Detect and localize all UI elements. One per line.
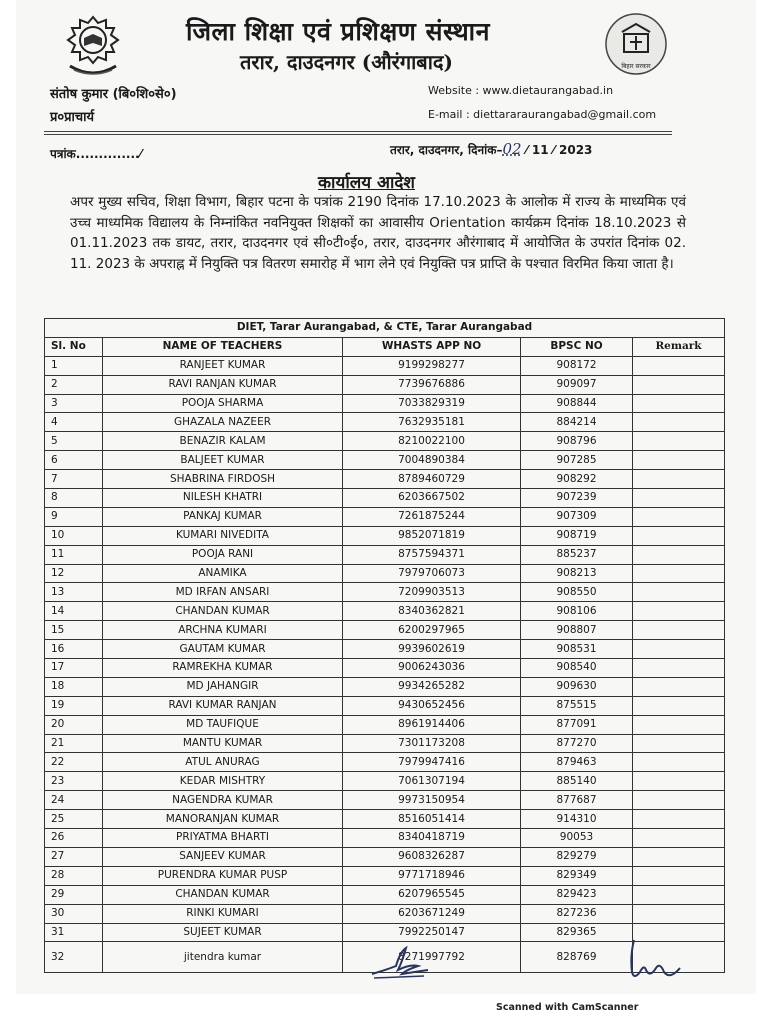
row-bpsc-no: 908844: [521, 394, 633, 413]
row-remark: [633, 375, 725, 394]
row-bpsc-no: 908292: [521, 470, 633, 489]
row-teacher-name: GHAZALA NAZEER: [103, 413, 343, 432]
row-sl-no: 25: [45, 810, 103, 829]
institute-logo-icon: [62, 14, 124, 82]
row-sl-no: 28: [45, 866, 103, 885]
row-teacher-name: CHANDAN KUMAR: [103, 602, 343, 621]
row-bpsc-no: 884214: [521, 413, 633, 432]
row-whatsapp-no: 7632935181: [343, 413, 521, 432]
row-whatsapp-no: 9934265282: [343, 677, 521, 696]
row-teacher-name: SHABRINA FIRDOSH: [103, 470, 343, 489]
row-teacher-name: POOJA RANI: [103, 545, 343, 564]
row-teacher-name: RAVI KUMAR RANJAN: [103, 696, 343, 715]
table-row: [45, 772, 725, 791]
row-whatsapp-no: 7739676886: [343, 375, 521, 394]
row-remark: [633, 677, 725, 696]
row-whatsapp-no: 7979947416: [343, 753, 521, 772]
row-bpsc-no: 879463: [521, 753, 633, 772]
row-sl-no: 1: [45, 356, 103, 375]
institute-name: जिला शिक्षा एवं प्रशिक्षण संस्थान: [186, 17, 491, 46]
table-row: [45, 734, 725, 753]
row-whatsapp-no: 8210022100: [343, 432, 521, 451]
row-whatsapp-no: 9430652456: [343, 696, 521, 715]
row-whatsapp-no: 7209903513: [343, 583, 521, 602]
row-remark: [633, 356, 725, 375]
table-row: [45, 526, 725, 545]
row-bpsc-no: 907239: [521, 489, 633, 508]
table-row: [45, 413, 725, 432]
row-remark: [633, 583, 725, 602]
row-whatsapp-no: 6203671249: [343, 904, 521, 923]
row-teacher-name: jitendra kumar: [103, 942, 343, 973]
row-bpsc-no: 885237: [521, 545, 633, 564]
row-bpsc-no: 829279: [521, 847, 633, 866]
row-remark: [633, 545, 725, 564]
row-whatsapp-no: 7301173208: [343, 734, 521, 753]
table-row: [45, 829, 725, 848]
table-row: [45, 451, 725, 470]
row-teacher-name: MANORANJAN KUMAR: [103, 810, 343, 829]
table-row: [45, 659, 725, 678]
signature-mark: [366, 940, 436, 984]
table-row: [45, 810, 725, 829]
row-teacher-name: PANKAJ KUMAR: [103, 507, 343, 526]
row-remark: [633, 621, 725, 640]
row-whatsapp-no: 8789460729: [343, 470, 521, 489]
row-teacher-name: GAUTAM KUMAR: [103, 640, 343, 659]
row-sl-no: 30: [45, 904, 103, 923]
row-remark: [633, 791, 725, 810]
row-whatsapp-no: 6207965545: [343, 885, 521, 904]
row-bpsc-no: 877270: [521, 734, 633, 753]
row-whatsapp-no: 8340418719: [343, 829, 521, 848]
row-bpsc-no: 829349: [521, 866, 633, 885]
table-row: [45, 866, 725, 885]
row-whatsapp-no: 7261875244: [343, 507, 521, 526]
row-whatsapp-no: 8961914406: [343, 715, 521, 734]
row-remark: [633, 640, 725, 659]
table-row: [45, 394, 725, 413]
row-teacher-name: RAMREKHA KUMAR: [103, 659, 343, 678]
institute-location: तरार, दाउदनगर (औरंगाबाद): [240, 50, 453, 74]
row-bpsc-no: 908796: [521, 432, 633, 451]
row-whatsapp-no: 6203667502: [343, 489, 521, 508]
row-whatsapp-no: 9608326287: [343, 847, 521, 866]
row-bpsc-no: 877687: [521, 791, 633, 810]
row-teacher-name: POOJA SHARMA: [103, 394, 343, 413]
row-sl-no: 9: [45, 507, 103, 526]
row-bpsc-no: 829423: [521, 885, 633, 904]
row-bpsc-no: 90053: [521, 829, 633, 848]
row-bpsc-no: 908213: [521, 564, 633, 583]
row-teacher-name: KEDAR MISHTRY: [103, 772, 343, 791]
row-remark: [633, 772, 725, 791]
row-bpsc-no: 829365: [521, 923, 633, 942]
emblem-caption: बिहार सरकार: [621, 63, 651, 70]
table-body: [45, 356, 725, 973]
principal-signature: [620, 936, 690, 986]
letter-number: पत्रांक..............⁄: [50, 147, 142, 161]
website-text: Website : www.dietaurangabad.in: [428, 84, 614, 97]
row-bpsc-no: 875515: [521, 696, 633, 715]
row-remark: [633, 564, 725, 583]
row-bpsc-no: 907309: [521, 507, 633, 526]
row-bpsc-no: 908106: [521, 602, 633, 621]
date-day: 02: [502, 140, 522, 158]
row-bpsc-no: 908807: [521, 621, 633, 640]
row-sl-no: 7: [45, 470, 103, 489]
table-row: [45, 696, 725, 715]
table-header-row: [45, 337, 725, 356]
row-sl-no: 5: [45, 432, 103, 451]
row-teacher-name: MANTU KUMAR: [103, 734, 343, 753]
table-row: [45, 375, 725, 394]
table-row: [45, 640, 725, 659]
row-teacher-name: SUJEET KUMAR: [103, 923, 343, 942]
row-whatsapp-no: 7061307194: [343, 772, 521, 791]
row-bpsc-no: 828769: [521, 942, 633, 973]
row-remark: [633, 659, 725, 678]
table-row: [45, 885, 725, 904]
scanner-watermark: Scanned with CamScanner: [496, 1002, 639, 1013]
row-teacher-name: MD TAUFIQUE: [103, 715, 343, 734]
row-remark: [633, 602, 725, 621]
order-body: अपर मुख्य सचिव, शिक्षा विभाग, बिहार पटना के पत्रांक 2190 दिनांक 17.10.2023 के आलोक में राज्य के माध्यमिक एवं उच्च माध्यमिक विद्यालय के निम्नांकित नवनियुक्त शिक्षकों का आवासीय Orientation कार्यक्रम दिनांक 18.10.2023 से 01.11.2023 तक डायट, तरार, दाउदनगर एवं सी०टी०ई०, तरार, दाउदनगर औरंगाबाद में आयोजित के उपरांत दिनांक 02. 11. 2023 के अपराह्न में नियुक्ति पत्र वितरण समारोह में भाग लेने एवं नियुक्ति पत्र प्राप्ति के पश्चात विरमित किया जाता है।: [70, 194, 686, 272]
order-title: कार्यालय आदेश: [318, 173, 415, 193]
row-sl-no: 13: [45, 583, 103, 602]
row-bpsc-no: 885140: [521, 772, 633, 791]
row-remark: [633, 866, 725, 885]
table-row: [45, 753, 725, 772]
row-teacher-name: MD IRFAN ANSARI: [103, 583, 343, 602]
row-bpsc-no: 907285: [521, 451, 633, 470]
row-bpsc-no: 914310: [521, 810, 633, 829]
header-sl-no: Sl. No: [45, 337, 103, 356]
row-whatsapp-no: 7979706073: [343, 564, 521, 583]
email-text: E-mail : diettararaurangabad@gmail.com: [428, 108, 657, 121]
row-sl-no: 15: [45, 621, 103, 640]
row-whatsapp-no: 7992250147: [343, 923, 521, 942]
row-teacher-name: BALJEET KUMAR: [103, 451, 343, 470]
row-sl-no: 29: [45, 885, 103, 904]
row-sl-no: 2: [45, 375, 103, 394]
row-sl-no: 24: [45, 791, 103, 810]
row-sl-no: 10: [45, 526, 103, 545]
row-bpsc-no: 827236: [521, 904, 633, 923]
row-remark: [633, 470, 725, 489]
row-bpsc-no: 908550: [521, 583, 633, 602]
row-sl-no: 22: [45, 753, 103, 772]
row-remark: [633, 432, 725, 451]
row-remark: [633, 489, 725, 508]
row-sl-no: 27: [45, 847, 103, 866]
header-divider: [44, 131, 672, 132]
row-teacher-name: BENAZIR KALAM: [103, 432, 343, 451]
row-bpsc-no: 877091: [521, 715, 633, 734]
table-row: [45, 583, 725, 602]
place-date-prefix: तरार, दाउदनगर, दिनांक–: [390, 143, 503, 157]
row-whatsapp-no: 9771718946: [343, 866, 521, 885]
row-sl-no: 19: [45, 696, 103, 715]
table-row: [45, 791, 725, 810]
row-sl-no: 21: [45, 734, 103, 753]
row-sl-no: 31: [45, 923, 103, 942]
row-remark: [633, 847, 725, 866]
row-teacher-name: KUMARI NIVEDITA: [103, 526, 343, 545]
row-sl-no: 26: [45, 829, 103, 848]
row-whatsapp-no: 8271997792: [343, 942, 521, 973]
row-whatsapp-no: 7004890384: [343, 451, 521, 470]
row-remark: [633, 715, 725, 734]
table-row: [45, 545, 725, 564]
row-sl-no: 23: [45, 772, 103, 791]
row-whatsapp-no: 9852071819: [343, 526, 521, 545]
header-divider-secondary: [44, 134, 672, 135]
principal-name: संतोष कुमार (बि०शि०से०): [50, 87, 177, 102]
row-bpsc-no: 908172: [521, 356, 633, 375]
table-row: [45, 602, 725, 621]
row-bpsc-no: 908540: [521, 659, 633, 678]
table-row: [45, 507, 725, 526]
header-bpsc: BPSC NO: [521, 337, 633, 356]
row-teacher-name: NILESH KHATRI: [103, 489, 343, 508]
row-whatsapp-no: 9199298277: [343, 356, 521, 375]
table-row: [45, 715, 725, 734]
row-whatsapp-no: 8757594371: [343, 545, 521, 564]
row-teacher-name: RAVI RANJAN KUMAR: [103, 375, 343, 394]
row-whatsapp-no: 9006243036: [343, 659, 521, 678]
table-row: [45, 677, 725, 696]
row-remark: [633, 507, 725, 526]
row-remark: [633, 526, 725, 545]
row-whatsapp-no: 9973150954: [343, 791, 521, 810]
row-teacher-name: PRIYATMA BHARTI: [103, 829, 343, 848]
row-whatsapp-no: 7033829319: [343, 394, 521, 413]
row-teacher-name: NAGENDRA KUMAR: [103, 791, 343, 810]
row-bpsc-no: 908531: [521, 640, 633, 659]
table-row: [45, 904, 725, 923]
row-remark: [633, 885, 725, 904]
header-name: NAME OF TEACHERS: [103, 337, 343, 356]
row-whatsapp-no: 8340362821: [343, 602, 521, 621]
row-teacher-name: ANAMIKA: [103, 564, 343, 583]
row-sl-no: 12: [45, 564, 103, 583]
row-teacher-name: ATUL ANURAG: [103, 753, 343, 772]
row-sl-no: 16: [45, 640, 103, 659]
table-row: [45, 621, 725, 640]
row-remark: [633, 394, 725, 413]
row-sl-no: 20: [45, 715, 103, 734]
table-row: [45, 564, 725, 583]
teachers-table: [44, 318, 725, 973]
row-sl-no: 18: [45, 677, 103, 696]
date-rest: ⁄ 11 ⁄ 2023: [525, 143, 593, 157]
row-remark: [633, 413, 725, 432]
principal-designation: प्र०प्राचार्य: [50, 110, 95, 125]
row-bpsc-no: 909630: [521, 677, 633, 696]
table-row: [45, 847, 725, 866]
row-sl-no: 3: [45, 394, 103, 413]
row-remark: [633, 904, 725, 923]
row-teacher-name: ARCHNA KUMARI: [103, 621, 343, 640]
table-row: [45, 470, 725, 489]
table-row: [45, 356, 725, 375]
row-remark: [633, 810, 725, 829]
table-caption: DIET, Tarar Aurangabad, & CTE, Tarar Aurangabad: [45, 319, 725, 338]
row-teacher-name: RINKI KUMARI: [103, 904, 343, 923]
row-sl-no: 14: [45, 602, 103, 621]
row-teacher-name: MD JAHANGIR: [103, 677, 343, 696]
row-remark: [633, 696, 725, 715]
row-sl-no: 4: [45, 413, 103, 432]
row-bpsc-no: 909097: [521, 375, 633, 394]
row-sl-no: 8: [45, 489, 103, 508]
row-remark: [633, 734, 725, 753]
place-date: [390, 140, 592, 158]
row-teacher-name: RANJEET KUMAR: [103, 356, 343, 375]
row-sl-no: 32: [45, 942, 103, 973]
row-whatsapp-no: 9939602619: [343, 640, 521, 659]
row-whatsapp-no: 8516051414: [343, 810, 521, 829]
header-remark: Remark: [633, 337, 725, 356]
table-row: [45, 489, 725, 508]
row-sl-no: 6: [45, 451, 103, 470]
row-sl-no: 11: [45, 545, 103, 564]
row-remark: [633, 753, 725, 772]
table-row: [45, 432, 725, 451]
row-teacher-name: SANJEEV KUMAR: [103, 847, 343, 866]
header-whatsapp: WHASTS APP NO: [343, 337, 521, 356]
row-whatsapp-no: 6200297965: [343, 621, 521, 640]
row-bpsc-no: 908719: [521, 526, 633, 545]
row-remark: [633, 451, 725, 470]
row-teacher-name: PURENDRA KUMAR PUSP: [103, 866, 343, 885]
row-remark: [633, 829, 725, 848]
row-teacher-name: CHANDAN KUMAR: [103, 885, 343, 904]
row-sl-no: 17: [45, 659, 103, 678]
